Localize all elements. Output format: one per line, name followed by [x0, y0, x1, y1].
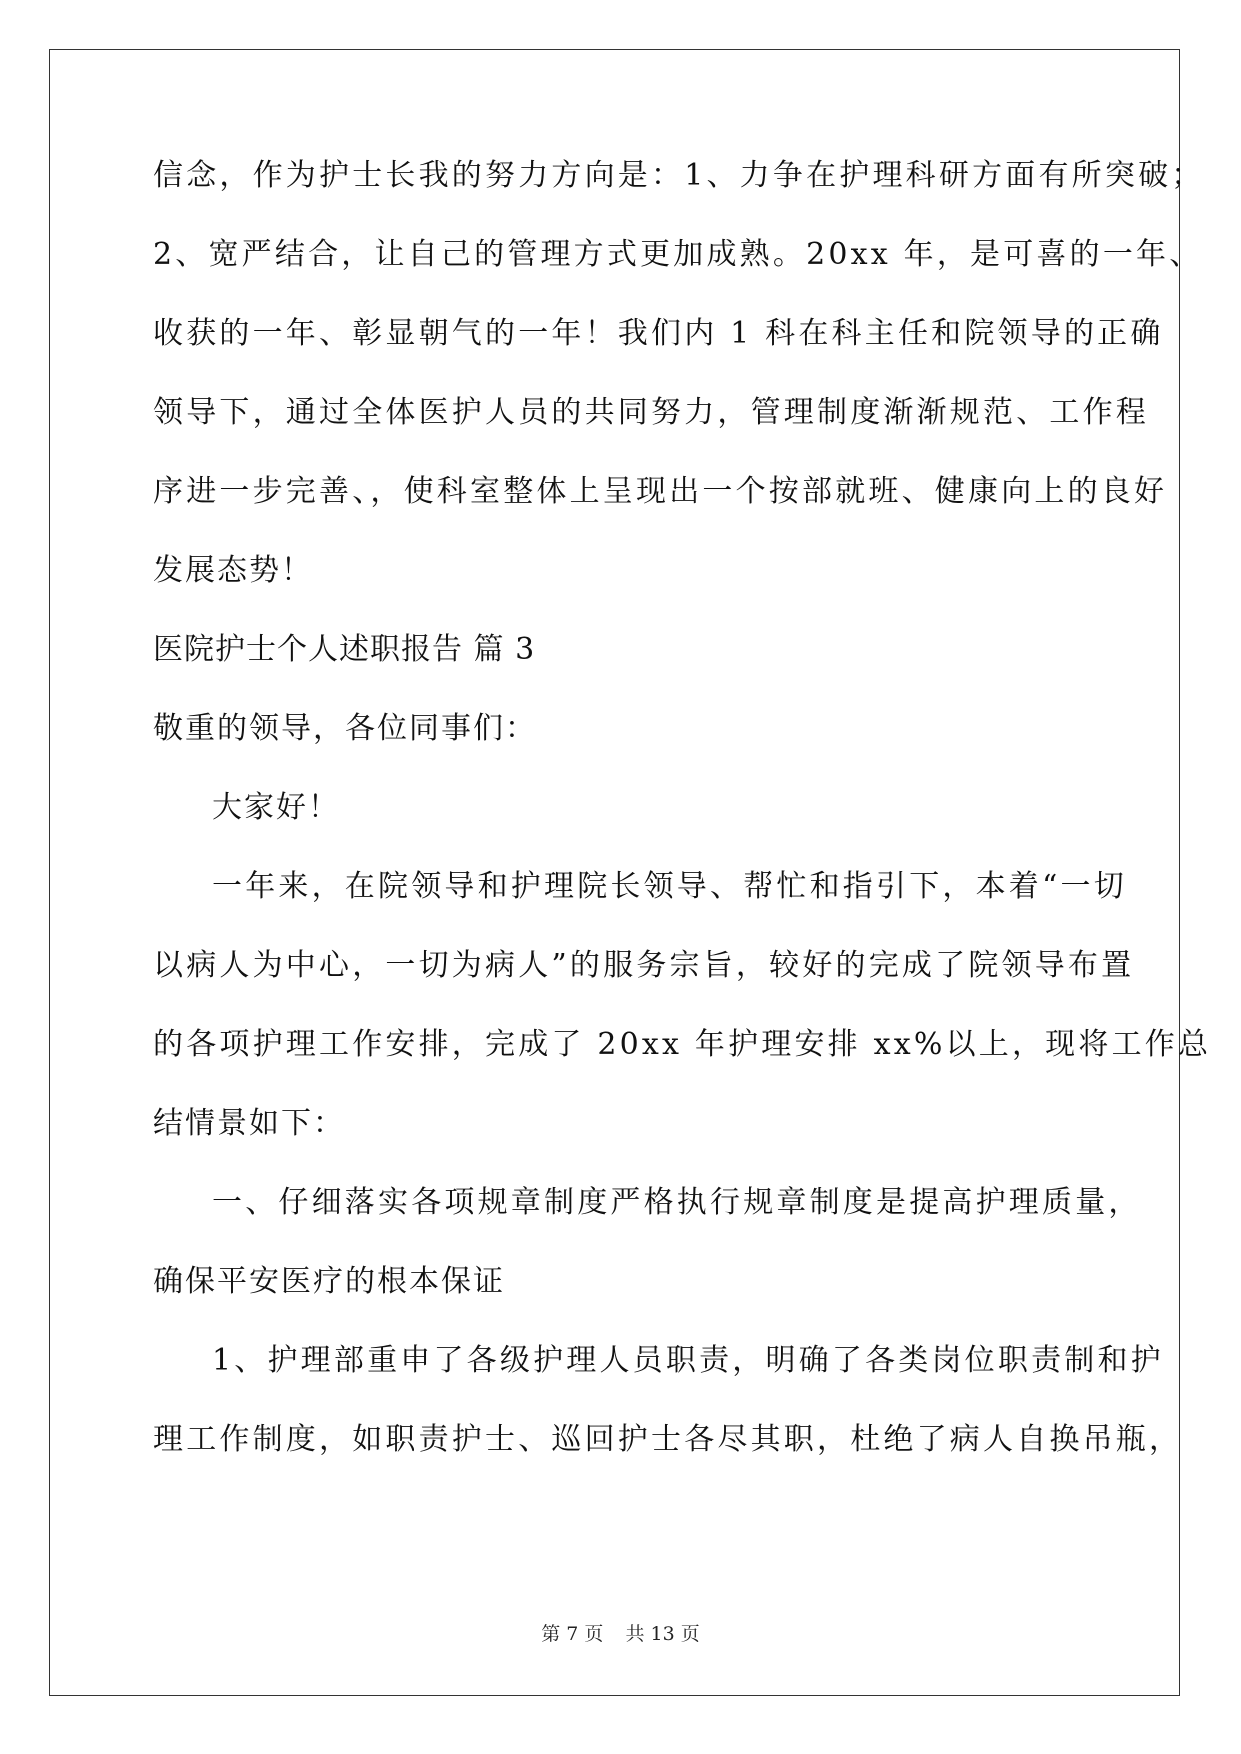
paragraph-line: 结情景如下：	[153, 1106, 345, 1141]
page-number: 第 7 页	[541, 1623, 604, 1645]
page-footer	[0, 1622, 1241, 1646]
paragraph-line: 以病人为中心，一切为病人”的服务宗旨，较好的完成了院领导布置	[153, 948, 1135, 983]
paragraph-line: 2、宽严结合，让自己的管理方式更加成熟。20xx 年，是可喜的一年、	[153, 237, 1203, 272]
page-total: 共 13 页	[625, 1623, 700, 1645]
paragraph-line: 的各项护理工作安排，完成了 20xx 年护理安排 xx%以上，现将工作总	[153, 1027, 1212, 1062]
paragraph-line: 1、护理部重申了各级护理人员职责，明确了各类岗位职责制和护	[212, 1343, 1164, 1378]
paragraph-line: 理工作制度，如职责护士、巡回护士各尽其职，杜绝了病人自换吊瓶，	[153, 1422, 1183, 1457]
heading-line: 确保平安医疗的根本保证	[153, 1264, 505, 1299]
paragraph-line: 序进一步完善、，使科室整体上呈现出一个按部就班、健康向上的良好	[153, 474, 1168, 509]
paragraph-line: 发展态势！	[153, 553, 313, 588]
section-title: 医院护士个人述职报告 篇 3	[153, 632, 536, 667]
paragraph-line: 一年来，在院领导和护理院长领导、帮忙和指引下，本着“一切	[212, 869, 1127, 904]
paragraph-line: 领导下，通过全体医护人员的共同努力，管理制度渐渐规范、工作程	[153, 395, 1149, 430]
greeting: 大家好！	[212, 790, 340, 825]
salutation: 敬重的领导，各位同事们：	[153, 711, 537, 746]
heading-line: 一、仔细落实各项规章制度严格执行规章制度是提高护理质量，	[212, 1185, 1142, 1220]
paragraph-line: 收获的一年、彰显朝气的一年！我们内 1 科在科主任和院领导的正确	[153, 316, 1164, 351]
paragraph-line: 信念，作为护士长我的努力方向是：1、力争在护理科研方面有所突破；	[153, 158, 1205, 193]
